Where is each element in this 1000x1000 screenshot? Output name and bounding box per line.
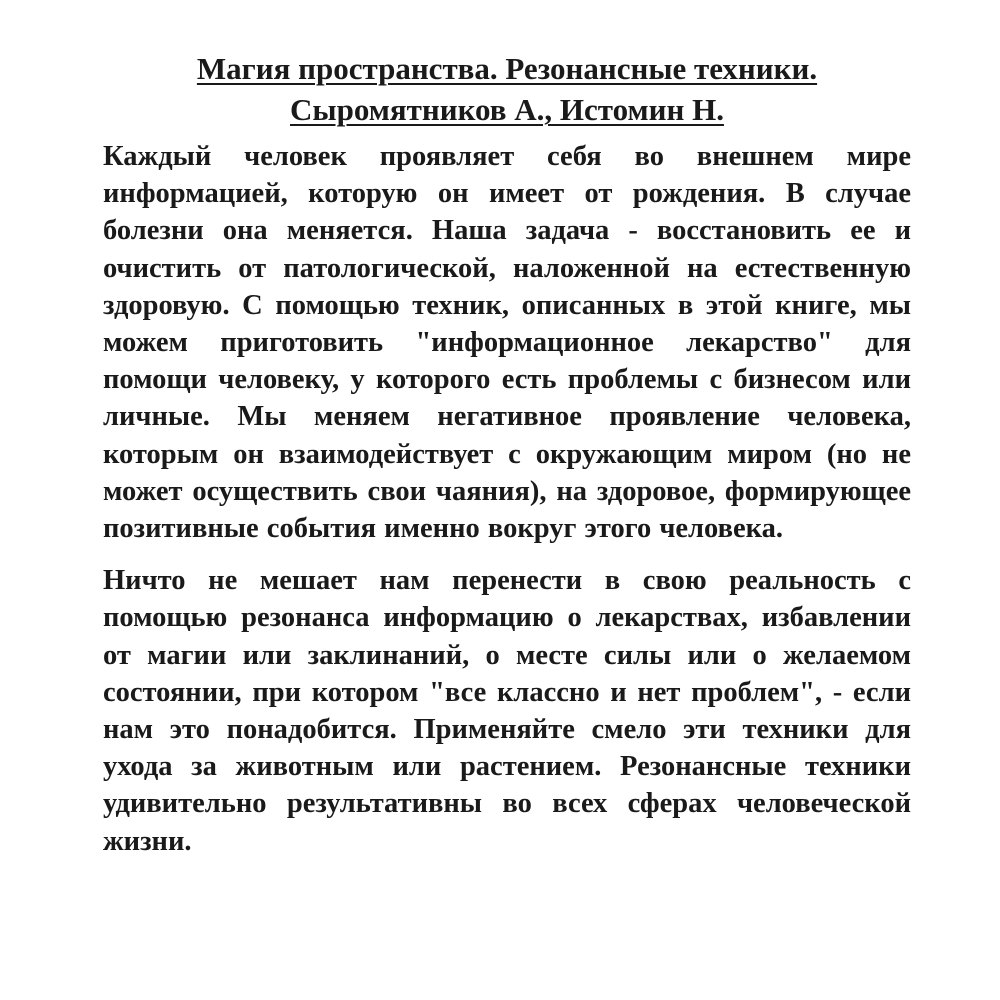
title-line-2: Сыромятников А., Истомин Н.	[290, 92, 724, 127]
document-page	[103, 48, 911, 860]
paragraph-1: Каждый человек проявляет себя во внешнем мире информацией, которую он имеет от рождения. В случае болезни она меняется. Наша задача - восстановить ее и очистить от патологической, наложенной на естественную здоровую. С помощью техник, описанных в этой книге, мы можем приготовить "информационное лекарство" для помощи человеку, у которого есть проблемы с бизнесом или личные. Мы меняем негативное проявление человека, которым он взаимодействует с окружающим миром (но не может осуществить свои чаяния), на здоровое, формирующее позитивные события именно вокруг этого человека.	[103, 141, 911, 545]
paragraph-2: Ничто не мешает нам перенести в свою реальность с помощью резонанса информацию о лекарствах, избавлении от магии или заклинаний, о месте силы или о желаемом состоянии, при котором "все классно и нет проблем", - если нам это понадобится. Применяйте смело эти техники для ухода за животным или растением. Резонансные техники удивительно результативны во всех сферах человеческой жизни.	[103, 565, 911, 857]
document-title	[103, 48, 911, 130]
title-line-1: Магия пространства. Резонансные техники.	[196, 51, 818, 86]
